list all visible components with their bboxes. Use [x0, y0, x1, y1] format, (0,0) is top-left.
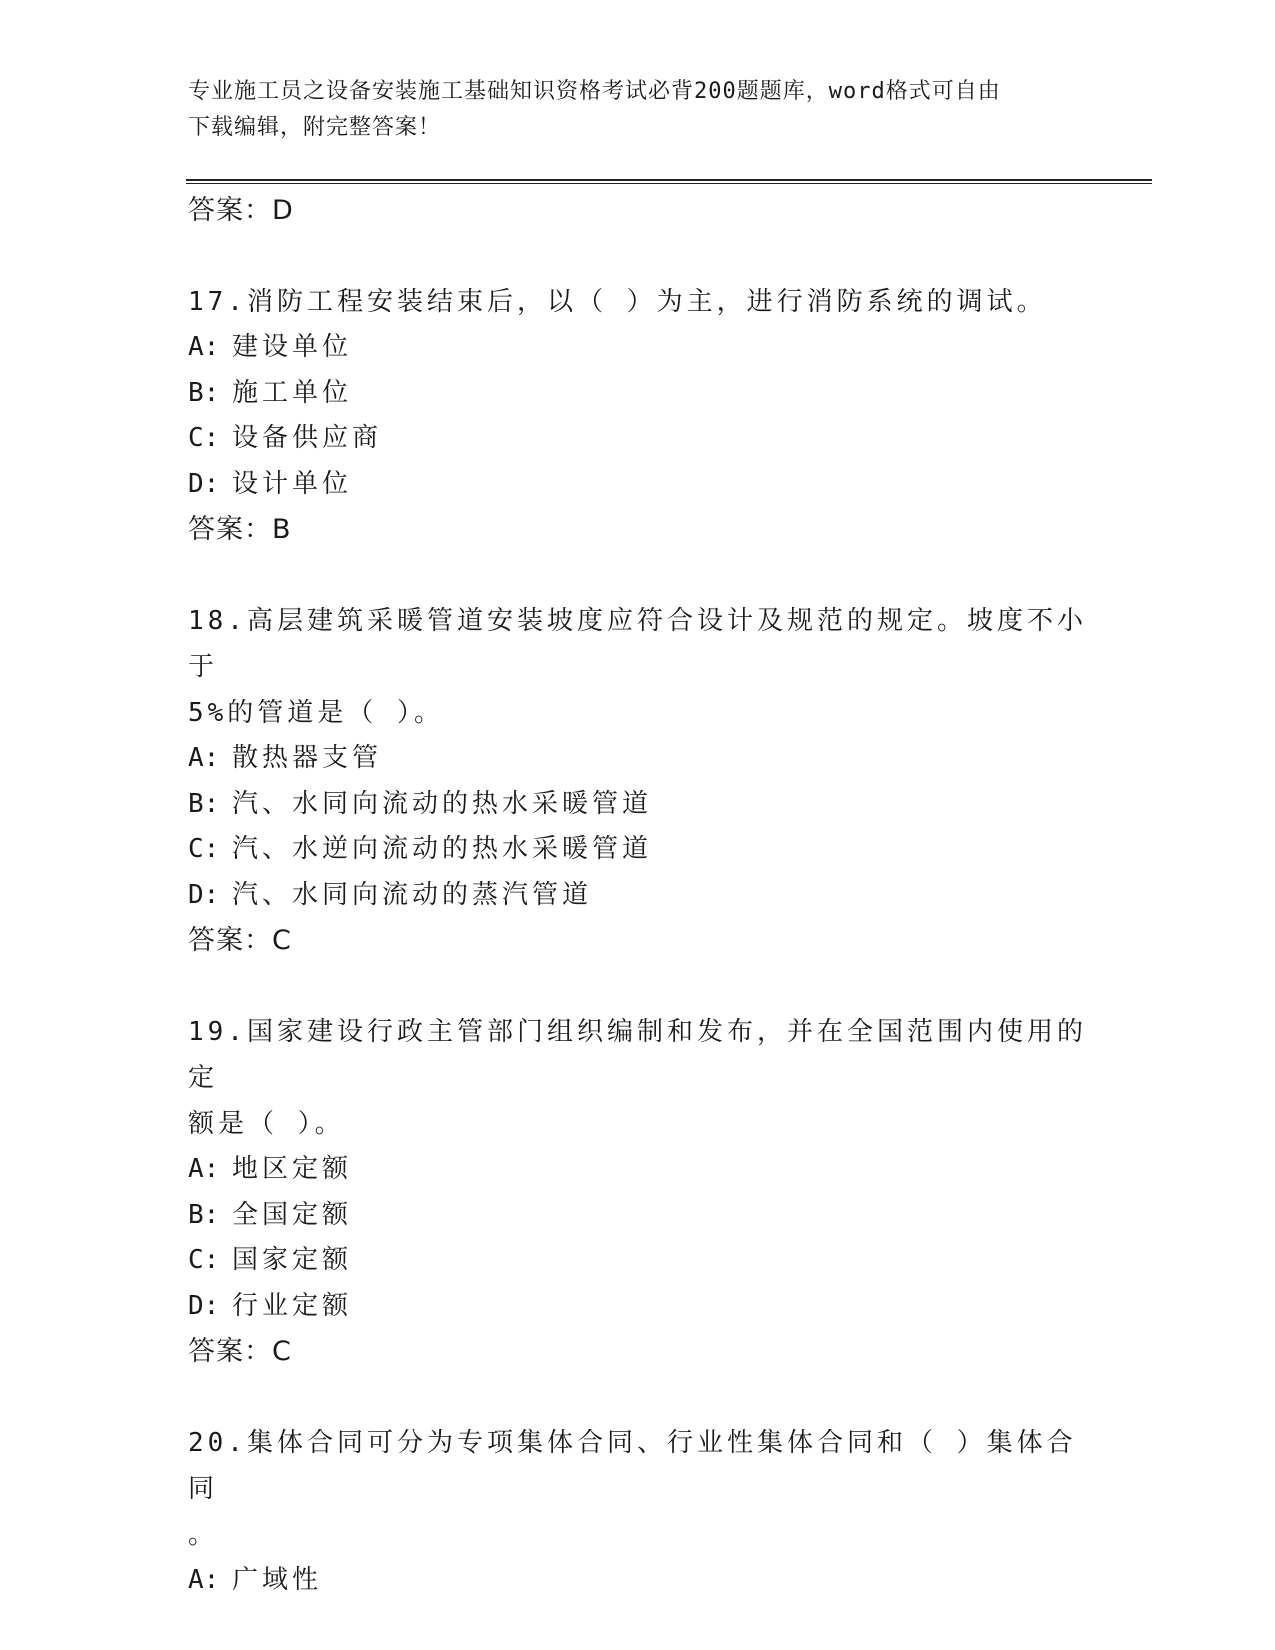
question-19-stem-line-1: 19.国家建设行政主管部门组织编制和发布，并在全国范围内使用的定 [188, 1017, 1087, 1093]
question-19-option-a [188, 1147, 1088, 1193]
header-divider-thin [186, 183, 1152, 184]
question-18-option-d [188, 873, 1088, 919]
option-text: 设计单位 [232, 468, 353, 499]
question-20-stem-line-2: 。 [188, 1520, 219, 1550]
question-18 [188, 598, 1088, 964]
document-header [188, 74, 1068, 146]
option-key: B: [188, 1199, 220, 1230]
question-19-option-d [188, 1284, 1088, 1330]
question-19-answer: 答案：C [188, 1336, 292, 1367]
question-17-answer: 答案：B [188, 514, 292, 545]
header-divider-thick [186, 179, 1152, 181]
question-18-option-b [188, 782, 1088, 828]
option-text: 国家定额 [232, 1245, 353, 1275]
question-17-option-c [188, 416, 1088, 462]
question-17 [188, 279, 1088, 553]
question-18-option-a [188, 736, 1088, 782]
option-text: 建设单位 [232, 332, 353, 362]
option-key: B: [188, 377, 220, 408]
option-text: 散热器支管 [232, 743, 383, 773]
option-key: B: [188, 788, 220, 819]
option-key: A: [188, 1154, 220, 1184]
question-17-option-d [188, 462, 1088, 508]
option-text: 全国定额 [232, 1199, 353, 1230]
option-key: C: [188, 1245, 220, 1275]
question-18-stem-line-1: 18.高层建筑采暖管道安装坡度应符合设计及规范的规定。坡度不小于 [188, 606, 1087, 682]
option-text: 汽、水逆向流动的热水采暖管道 [232, 834, 653, 864]
option-key: A: [188, 332, 220, 362]
option-text: 设备供应商 [232, 423, 383, 453]
header-title-line-2: 下载编辑，附完整答案！ [188, 115, 442, 140]
option-key: A: [188, 1565, 220, 1595]
question-list [188, 188, 1088, 1649]
question-17-option-b [188, 371, 1088, 417]
question-17-stem: 17.消防工程安装结束后，以（ ）为主，进行消防系统的调试。 [188, 287, 1047, 317]
option-text: 施工单位 [232, 377, 353, 408]
option-key: D: [188, 468, 220, 499]
question-18-stem-line-2: 5%的管道是（ ）。 [188, 698, 444, 728]
question-19 [188, 1009, 1088, 1375]
previous-question-answer: 答案：D [188, 195, 294, 226]
question-19-option-b [188, 1193, 1088, 1239]
question-19-option-c [188, 1238, 1088, 1284]
header-title-line-1: 专业施工员之设备安装施工基础知识资格考试必背200题题库，word格式可自由 [188, 79, 1001, 104]
question-19-stem-line-2: 额是（ ）。 [188, 1109, 345, 1139]
question-18-option-c [188, 827, 1088, 873]
option-text: 广域性 [232, 1565, 323, 1595]
option-text: 汽、水同向流动的蒸汽管道 [232, 879, 593, 910]
option-key: C: [188, 834, 220, 864]
option-key: A: [188, 743, 220, 773]
question-20-stem-line-1: 20.集体合同可分为专项集体合同、行业性集体合同和（ ）集体合同 [188, 1428, 1077, 1504]
option-key: C: [188, 423, 220, 453]
question-18-answer: 答案：C [188, 925, 292, 956]
question-20-option-a [188, 1558, 1088, 1604]
option-text: 行业定额 [232, 1290, 353, 1321]
option-text: 汽、水同向流动的热水采暖管道 [232, 788, 653, 819]
option-key: D: [188, 879, 220, 910]
question-20 [188, 1420, 1088, 1604]
option-text: 地区定额 [232, 1154, 353, 1184]
question-17-option-a [188, 325, 1088, 371]
option-key: D: [188, 1290, 220, 1321]
